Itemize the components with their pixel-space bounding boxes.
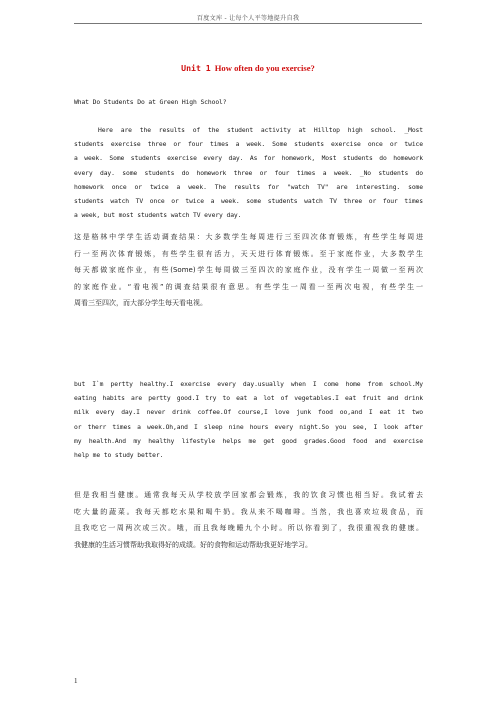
title-text: How often do you exercise?	[214, 63, 315, 73]
page-title	[0, 63, 496, 73]
text-line: a week, but most students watch TV every day.	[74, 212, 242, 220]
text-line: 每天都做家庭作业，有些(Some)学生每周做三至四次的家庭作业，没有学生一周做一至两次	[74, 266, 423, 275]
text-line: Here are the results of the student activity at Hilltop high school. _Most	[98, 127, 423, 134]
text-line: 这是格林中学学生活动调查结果：大多数学生每周进行三至四次体育锻炼，有些学生每周进	[74, 233, 423, 241]
text-line: help me to study better.	[74, 452, 164, 460]
unit-label: Unit 1	[181, 63, 211, 73]
paragraph-chinese-2	[74, 487, 423, 553]
text-line: 吃大量的蔬菜。我每天都吃水果和喝牛奶。我从来不喝咖啡。当然，我也喜欢垃圾食品，而	[74, 507, 423, 516]
text-line: eating habits are pertty good.I try to eat a lot of vegetables.I eat fruit and drink	[74, 395, 423, 403]
text-line: 行一至两次体育锻炼，有些学生很有活力，天天进行体育锻炼。至于家庭作业，大多数学生	[74, 249, 423, 258]
section-heading: What Do Students Do at Green High School?	[74, 99, 227, 106]
text-line: milk every day.I never drink coffee.Of course,I love junk food oo,and I eat it two	[74, 409, 423, 417]
text-line: 周看三至四次，而大部分学生每天看电视。	[74, 299, 207, 308]
text-line: students watch TV once or twice a week. some students watch TV three or four times	[74, 198, 423, 206]
text-line: every day. some students do homework three or four times a week. _No students do	[74, 169, 423, 177]
header-rule	[74, 23, 422, 24]
text-line: my health.And my healthy lifestyle helps me get good grades.Good food and exercise	[74, 437, 423, 445]
text-line: 我健康的生活习惯帮助我取得好的成绩。好的食物和运动帮助我更好地学习。	[74, 540, 312, 549]
text-line: or therr times a week.Oh,and I sleep nine hours every night.So you see, I look after	[74, 423, 423, 431]
text-line: but I`m pertty healthy.I exercise every day.usually when I come home from school.My	[74, 381, 423, 388]
paragraph-english-1	[74, 124, 423, 223]
page-header: 百度文库 - 让每个人平等地提升自我	[196, 15, 300, 22]
text-line: 且我吃它一周两次或三次。哦，而且我每晚睡九个小时。所以你看到了，我很重视我的健康。	[74, 524, 423, 533]
paragraph-chinese-1	[74, 229, 423, 312]
text-line: students exercise three or four times a week. Some students exercise once or twice	[74, 141, 423, 149]
text-line: homework once or twice a week. The results for "watch TV" are interesting. some	[74, 183, 423, 191]
text-line: 但是我相当健康。通常我每天从学校放学回家都会锻炼，我的饮食习惯也相当好。我试着去	[74, 491, 423, 499]
paragraph-english-2	[74, 378, 423, 463]
page-number: 1	[74, 677, 78, 685]
text-line: a week. Some students exercise every day. As for homework, Most students do homework	[74, 155, 423, 163]
text-line: 的家庭作业。“看电视”的调查结果很有意思。有些学生一周看一至两次电视，有些学生一	[74, 282, 423, 291]
